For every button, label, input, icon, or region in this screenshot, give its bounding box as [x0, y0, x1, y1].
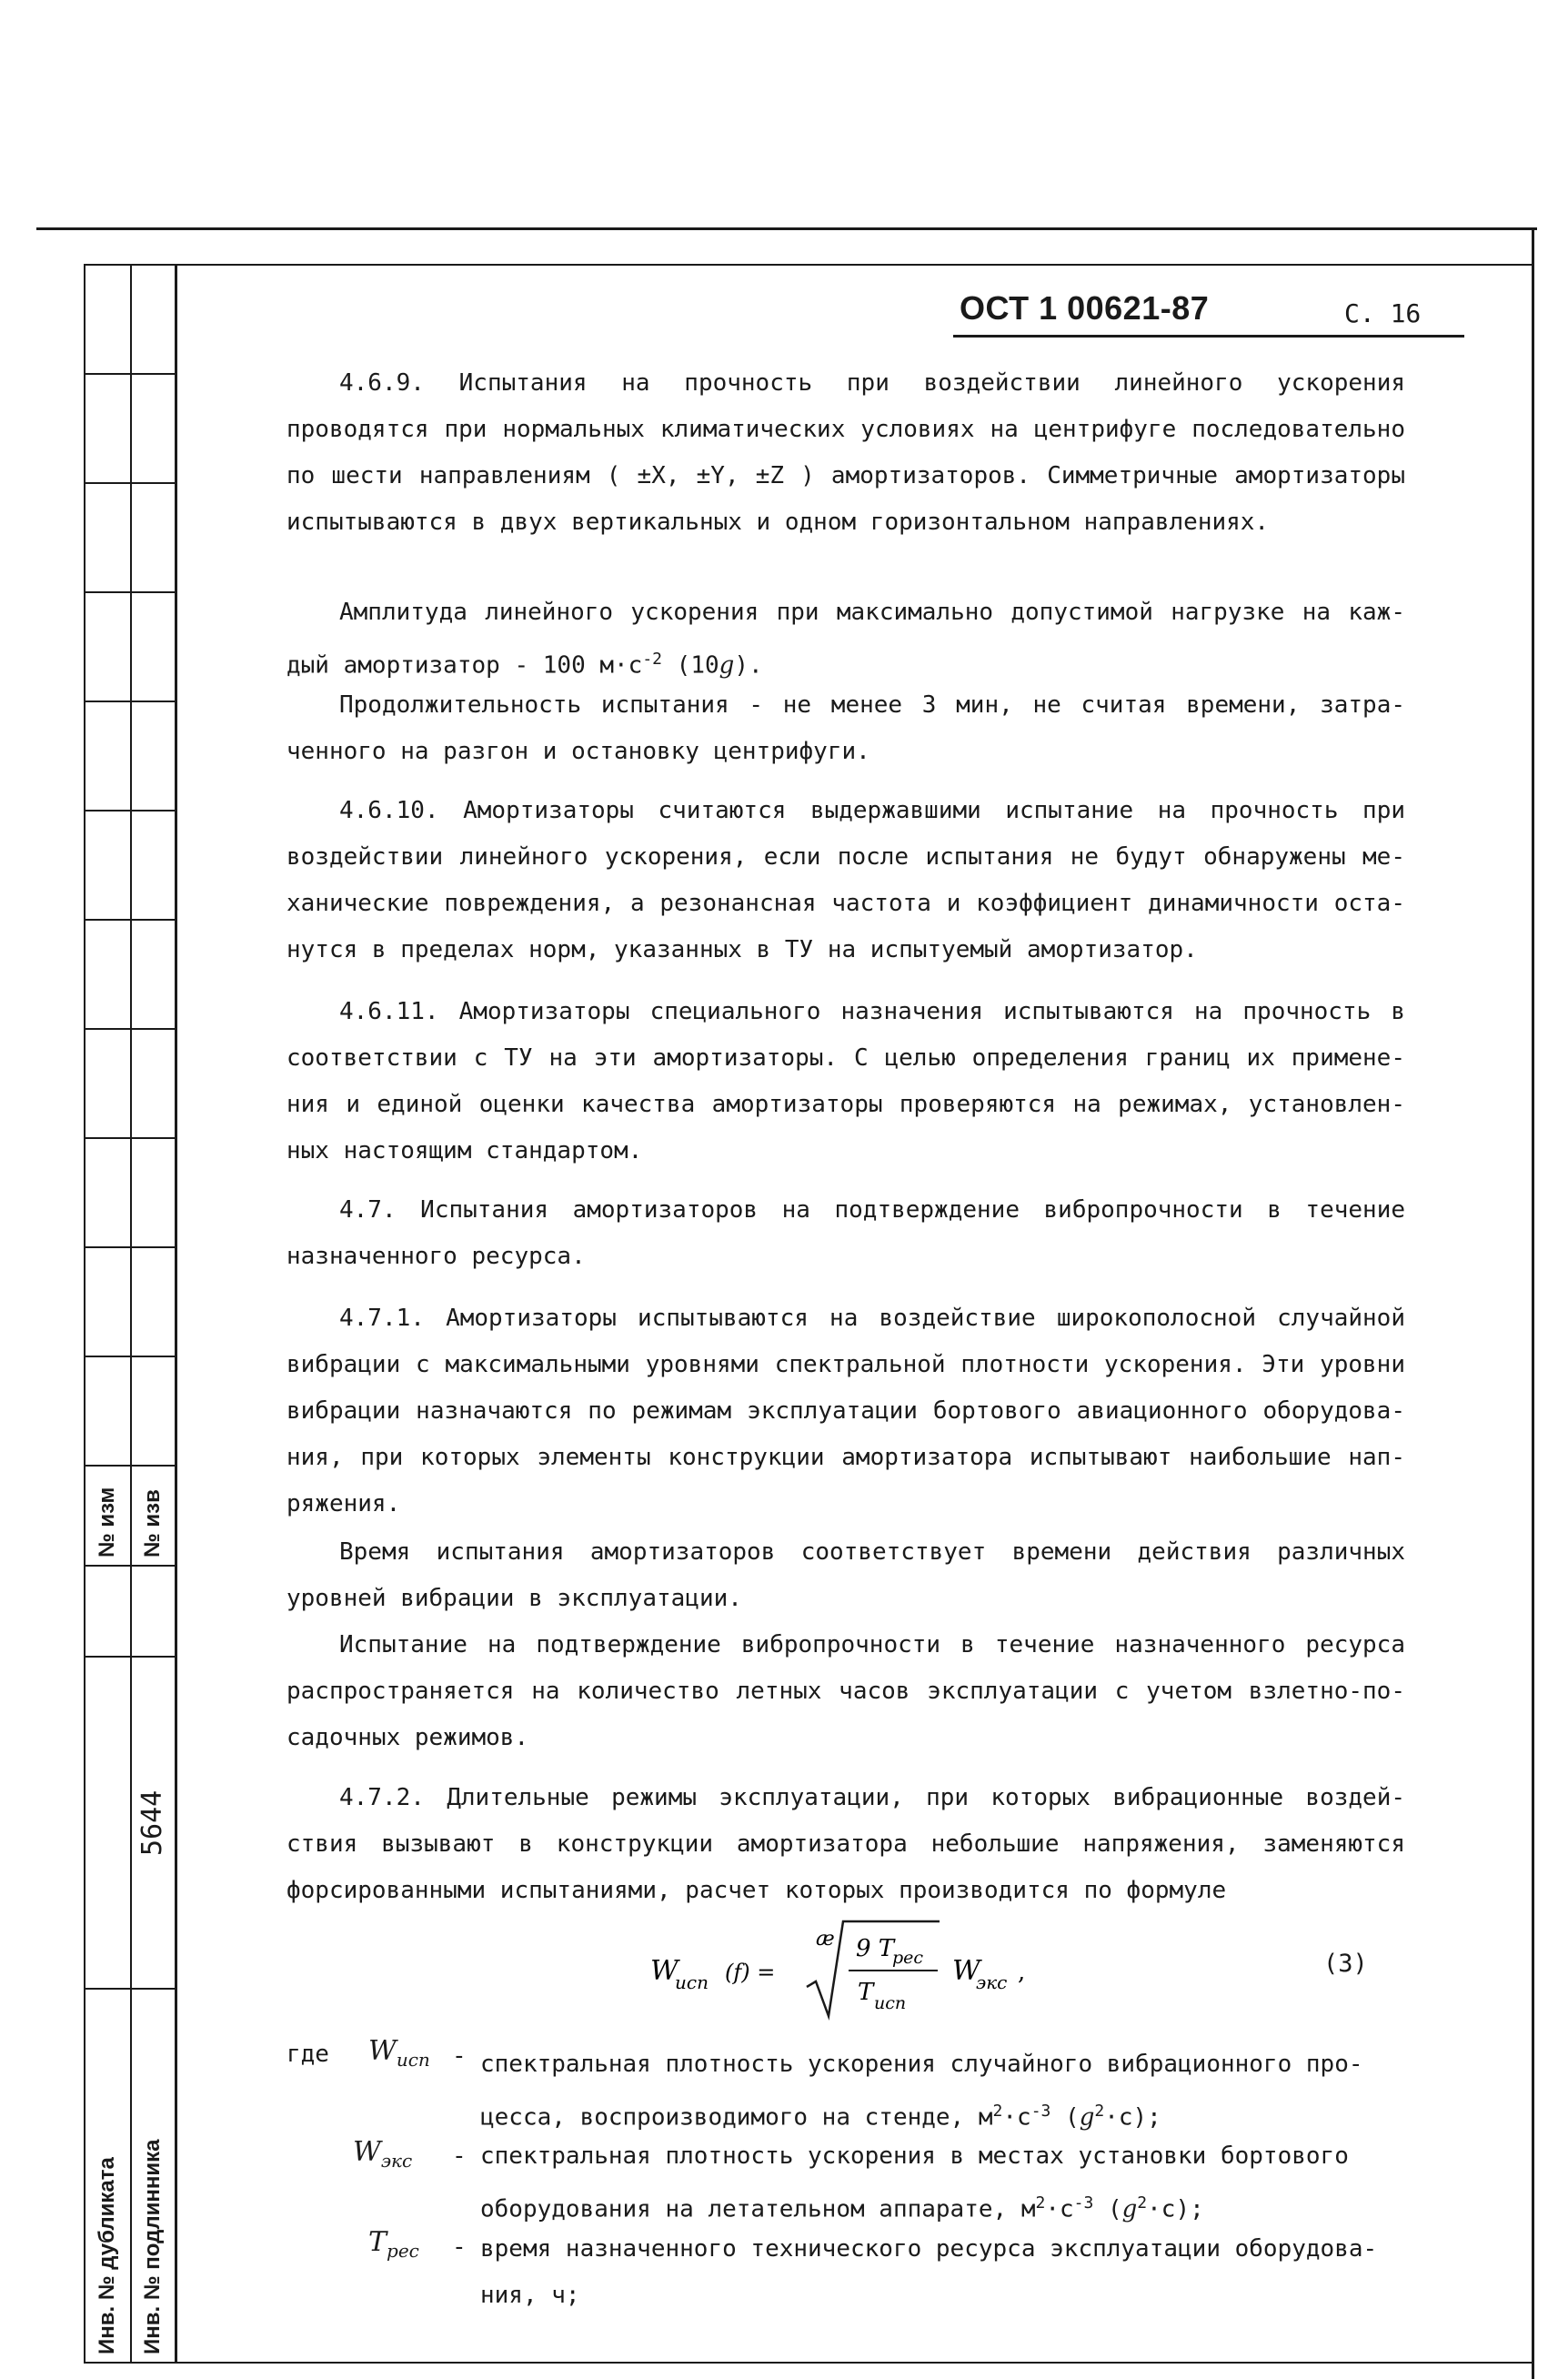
text-area-left-line [175, 264, 177, 2364]
stamp-cell-divider [84, 810, 175, 811]
formula-tail: , [1018, 1959, 1026, 1986]
legend-text-t-res: время назначенного технического ресурса эксплуатации оборудования, ч; [480, 2235, 1378, 2309]
amplitude-text: Амплитуда линейного ускорения при максимально допустимой нагрузке на каждый амортизатор - 100 м·с [286, 599, 1405, 680]
paragraph-4-7-2: 4.7.2. Длительные режимы эксплуатации, при которых вибрационные воздействия вызывают в конструкции амортизатора небольшие напряжения, заменяются форсированными испытаниями, расчет которых производится по формуле [286, 1784, 1405, 1904]
stamp-cell-divider [84, 1988, 175, 1990]
document-code: ОСТ 1 00621-87 [960, 289, 1210, 327]
paragraph-4-6-9: 4.6.9. Испытания на прочность при воздействии линейного ускорения проводятся при нормальных климатических условиях на центрифуге последовательно по шести направлениям ( ±X, ±Y, ±Z ) амортизаторов. Симметричные амортизаторы испытываются в двух вертикальных и одном горизонтальном направлениях. [286, 369, 1405, 536]
paragraph-4-6-11: 4.6.11. Амортизаторы специального назначения испытываются на прочность в соответствии с ТУ на эти амортизаторы. С целью определения границ их применения и единой оценки качества амортизаторы проверяются на режимах, установленных настоящим стандартом. [286, 998, 1405, 1164]
formula-3 [650, 1918, 1196, 2022]
stamp-change-label: № изм [95, 1487, 119, 1557]
frame-inner-top-line [84, 264, 1534, 266]
paragraph-4-7-1-time: Время испытания амортизаторов соответствует времени действия различных уровней вибрации в эксплуатации. [286, 1538, 1405, 1612]
stamp-cell-divider [84, 591, 175, 593]
header-underline [953, 335, 1464, 338]
stamp-replaced-label: № изв [140, 1489, 165, 1557]
legend-text-w-eks: спектральная плотность ускорения в местах установки бортового оборудования на летательном аппарате, $м^2\cdot с^{-3}$ $(g^2\cdot с)$; [480, 2142, 1349, 2223]
formula-numerator: 9 T [856, 1935, 895, 1962]
formula-numerator-sub: рес [892, 1948, 924, 1968]
unit-g: g [719, 651, 735, 680]
legend-symbol-w-eks: $W_{экс}$ [353, 2136, 413, 2172]
amplitude-exponent: -2 [642, 650, 663, 669]
stamp-cell-divider [84, 1028, 175, 1030]
formula-root-index: æ [816, 1928, 835, 1951]
formula-arg: (f) = [725, 1960, 776, 1985]
paragraph-4-7: 4.7. Испытания амортизаторов на подтверждение вибропрочности в течение назначенного ресурса. [286, 1196, 1405, 1270]
paragraph-4-6-10: 4.6.10. Амортизаторы считаются выдержавшими испытание на прочность при воздействии линейного ускорения, если после испытания не будут обнаружены механические повреждения, а резонансная частота и коэффициент динамичности останутся в пределах норм, указанных в ТУ на испытуемый амортизатор. [286, 797, 1405, 963]
legend-symbol-w-isp: $W_{исп}$ [368, 2035, 430, 2071]
stamp-mid-line [130, 264, 132, 2364]
stamp-cell-divider [84, 919, 175, 921]
frame-inner-bottom-line [84, 2362, 1534, 2364]
amplitude-end: ). [734, 651, 763, 680]
stamp-cell-divider [84, 1246, 175, 1248]
legend-dash: - [452, 2233, 467, 2261]
formula-lhs-sub: исп [675, 1971, 709, 1993]
stamp-cell-divider [84, 1565, 175, 1567]
frame-right-line [1532, 227, 1534, 2379]
legend-dash: - [452, 2142, 467, 2170]
legend-dash: - [452, 2042, 467, 2070]
stamp-left-line [84, 264, 85, 2364]
formula-rhs: W [952, 1955, 980, 1987]
stamp-original-label: Инв. № подлинника [140, 2139, 165, 2354]
paragraph-4-6-9-duration: Продолжительность испытания - не менее 3 мин, не считая времени, затраченного на разгон и остановку центрифуги. [286, 691, 1405, 765]
stamp-cell-divider [84, 373, 175, 375]
stamp-cell-divider [84, 1137, 175, 1139]
stamp-duplicate-label: Инв. № дубликата [95, 2157, 119, 2354]
stamp-cell-divider [84, 1356, 175, 1357]
stamp-cell-divider [84, 482, 175, 484]
stamp-cell-divider [84, 701, 175, 702]
formula-number: (3) [1323, 1950, 1368, 1978]
formula-rhs-sub: экс [976, 1971, 1008, 1993]
formula-lhs: W [650, 1955, 678, 1987]
legend-symbol-t-res: $T_{рес}$ [368, 2226, 419, 2262]
paragraph-4-6-9-amplitude [286, 590, 1405, 690]
stamp-cell-divider [84, 1656, 175, 1658]
stamp-cell-divider [84, 1465, 175, 1467]
legend-text-w-isp: спектральная плотность ускорения случайного вибрационного процесса, воспроизводимого на стенде, $м^2\cdot с^{-3}$ $(g^2\cdot с)$; [480, 2051, 1363, 2132]
amplitude-paren: (10 [662, 651, 719, 680]
page-number: С. 16 [1344, 298, 1422, 328]
formula-denominator-sub: исп [874, 1993, 907, 2013]
legend-where: где [286, 2041, 329, 2068]
paragraph-4-7-1: 4.7.1. Амортизаторы испытываются на воздействие широкополосной случайной вибрации с максимальными уровнями спектральной плотности ускорения. Эти уровни вибрации назначаются по режимам эксплуатации бортового авиационного оборудования, при которых элементы конструкции амортизатора испытывают наибольшие напряжения. [286, 1305, 1405, 1517]
formula-denominator: T [858, 1979, 874, 2006]
stamp-original-number: 5644 [136, 1789, 168, 1856]
frame-top-line [36, 227, 1537, 230]
paragraph-4-7-1-resource: Испытание на подтверждение вибропрочности в течение назначенного ресурса распространяется на количество летных часов эксплуатации с учетом взлетно-посадочных режимов. [286, 1631, 1405, 1751]
